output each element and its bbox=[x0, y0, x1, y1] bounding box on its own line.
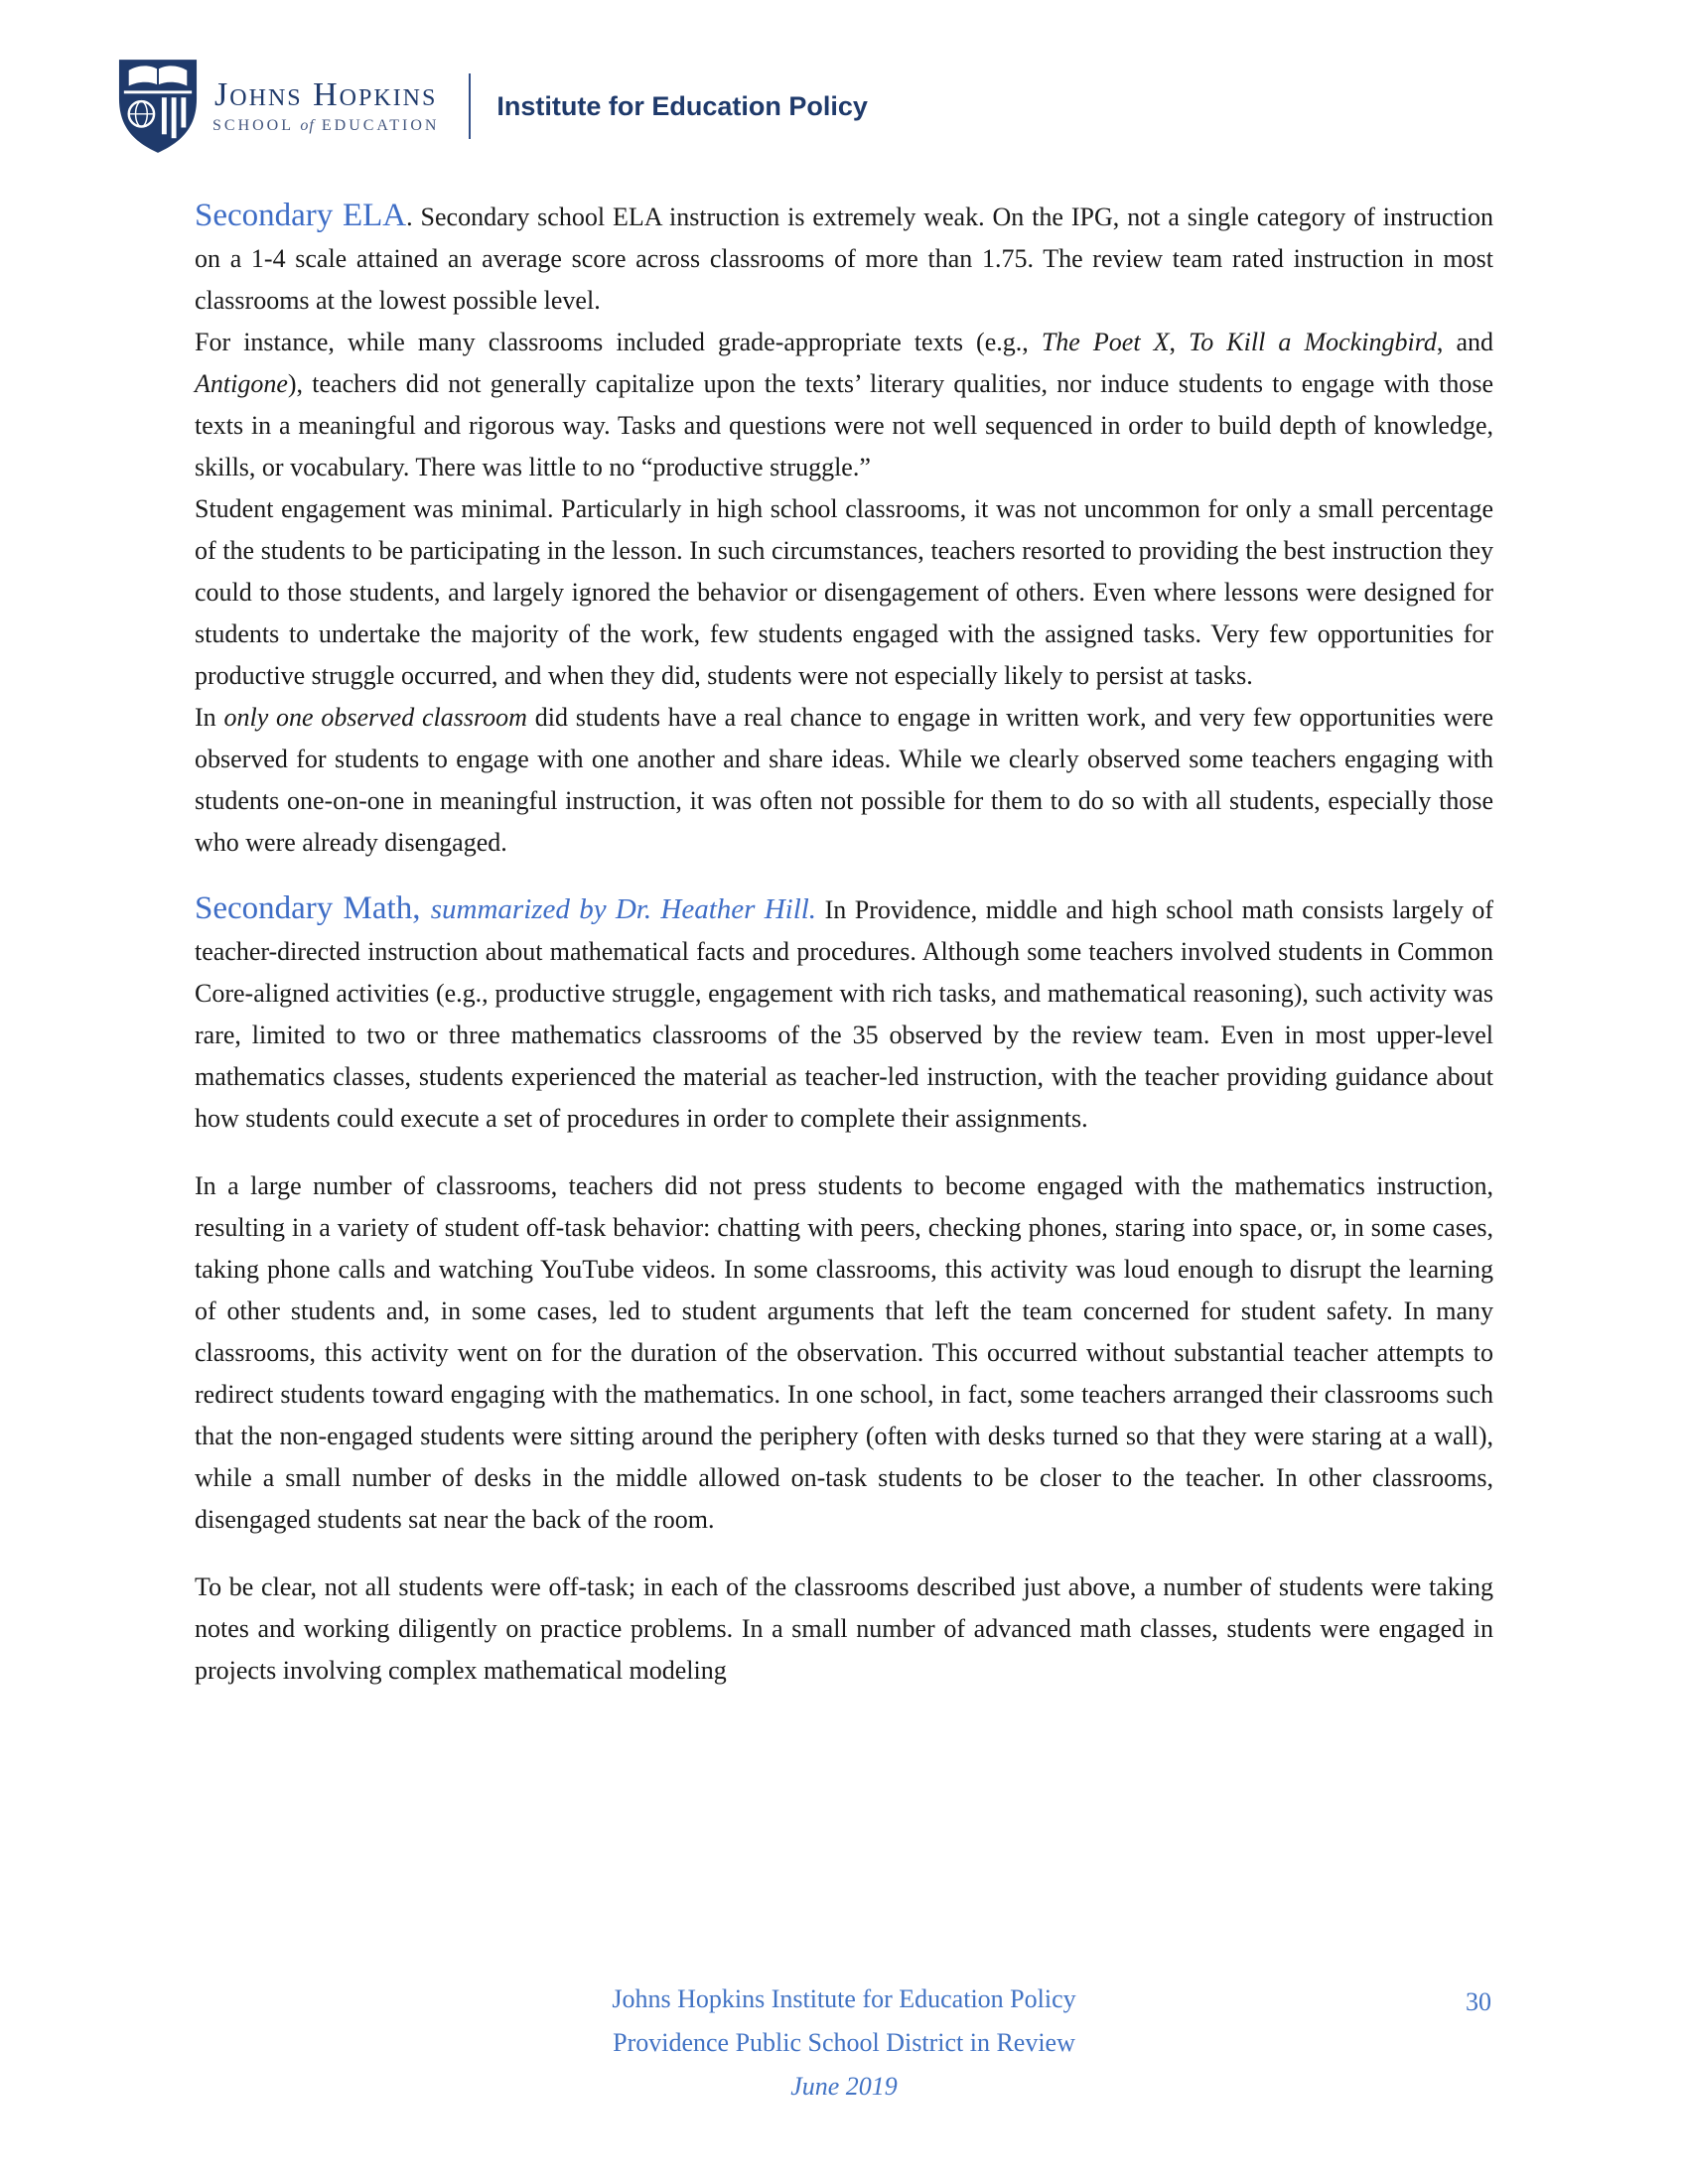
para-ela-texts bbox=[195, 322, 1493, 488]
section-heading: Secondary ELA bbox=[195, 198, 407, 233]
text-run: In Providence, middle and high school math consists largely of teacher-directed instruction about mathematical facts and procedures. Although some teachers involved students in Common Core-aligned activities (e.g., productive struggle, engagement with rich tasks, and mathematical reasoning), such activity was rare, limited to two or three mathematics classrooms of the 35 observed by the review team. Even in most upper-level mathematics classes, students experienced the material as teacher-led instruction, with the teacher providing guidance about how students could execute a set of procedures in order to complete their assignments. bbox=[195, 895, 1493, 1133]
text-run: To be clear, not all students were off-task; in each of the classrooms described just above, a number of students were taking notes and working diligently on practice problems. In a small number of advanced math classes, students were engaged in projects involving complex mathematical modeling bbox=[195, 1572, 1493, 1685]
of-word: of bbox=[300, 117, 315, 135]
text-run: Antigone bbox=[195, 369, 288, 398]
text-run: For instance, while many classrooms included grade-appropriate texts (e.g., bbox=[195, 328, 1042, 356]
para-secondary-ela bbox=[195, 197, 1493, 322]
text-run: To Kill a Mockingbird bbox=[1189, 328, 1437, 356]
section-heading: Secondary Math, bbox=[195, 890, 431, 926]
text-run: . Secondary school ELA instruction is extremely weak. On the IPG, not a single category of instruction on a 1-4 scale attained an average score across classrooms of more than 1.75. The review team rated instruction in most classrooms at the lowest possible level. bbox=[195, 203, 1494, 315]
jhu-wordmark: Johns Hopkins bbox=[214, 75, 438, 113]
jhu-shield-icon bbox=[117, 58, 199, 155]
footer bbox=[195, 1978, 1493, 2109]
institute-name: Institute for Education Policy bbox=[496, 90, 868, 121]
text-run: did students have a real chance to engage in written work, and very few opportunities were observed for students to engage with one another and share ideas. While we clearly observed some teachers engaging with students one-on-one in meaningful instruction, it was often not possible for them to do so with all students, especially those who were already disengaged. bbox=[195, 703, 1493, 857]
header-divider bbox=[469, 73, 471, 139]
text-run: In bbox=[195, 703, 224, 732]
para-ela-written-work bbox=[195, 697, 1493, 864]
text-run: , and bbox=[1436, 328, 1493, 356]
document-body bbox=[195, 0, 1493, 1692]
header bbox=[117, 58, 868, 155]
para-secondary-math bbox=[195, 889, 1493, 1140]
education-word: EDUCATION bbox=[321, 117, 440, 135]
para-math-ontask bbox=[195, 1567, 1493, 1692]
text-run: only one observed classroom bbox=[223, 703, 527, 732]
text-run: ), teachers did not generally capitalize upon the texts’ literary qualities, nor induce students to engage with those texts in a meaningful and rigorous way. Tasks and questions were not well sequenced in order to build depth of knowledge, skills, or vocabulary. There was little to no “productive struggle.” bbox=[195, 369, 1493, 481]
footer-line-date: June 2019 bbox=[790, 2072, 898, 2101]
footer-line-report: Providence Public School District in Review bbox=[613, 2028, 1075, 2057]
text-run: The Poet X bbox=[1041, 328, 1170, 356]
school-of-education bbox=[212, 117, 439, 135]
text-run: In a large number of classrooms, teachers did not press students to become engaged with the mathematics instruction, resulting in a variety of student off-task behavior: chatting with peers, checking phones, staring into space, or, in some cases, taking phone calls and watching YouTube videos. In some classrooms, this activity was loud enough to disrupt the learning of other students and, in some cases, led to student arguments that left the team concerned for student safety. In many classrooms, this activity went on for the duration of the observation. This occurred without substantial teacher attempts to redirect students toward engaging with the mathematics. In one school, in fact, some teachers arranged their classrooms such that the non-engaged students were sitting around the periphery (often with desks turned so that they were staring at a wall), while a small number of desks in the middle allowed on-task students to be closer to the teacher. In other classrooms, disengaged students sat near the back of the room. bbox=[195, 1171, 1493, 1534]
text-run: Student engagement was minimal. Particularly in high school classrooms, it was not uncommon for only a small percentage of the students to be participating in the lesson. In such circumstances, teachers resorted to providing the best instruction they could to those students, and largely ignored the behavior or disengagement of others. Even where lessons were designed for students to undertake the majority of the work, few students engaged with the assigned tasks. Very few opportunities for productive struggle occurred, and when they did, students were not especially likely to persist at tasks. bbox=[195, 494, 1493, 690]
jhu-logo-text bbox=[212, 77, 439, 136]
section-heading: summarized by Dr. Heather Hill. bbox=[430, 893, 817, 925]
footer-line-institute: Johns Hopkins Institute for Education Policy bbox=[612, 1984, 1076, 2013]
page-number: 30 bbox=[1466, 1987, 1491, 2016]
para-math-offtask bbox=[195, 1165, 1493, 1541]
school-word: SCHOOL bbox=[212, 117, 294, 135]
para-ela-engagement bbox=[195, 488, 1493, 697]
text-run: , bbox=[1169, 328, 1190, 356]
